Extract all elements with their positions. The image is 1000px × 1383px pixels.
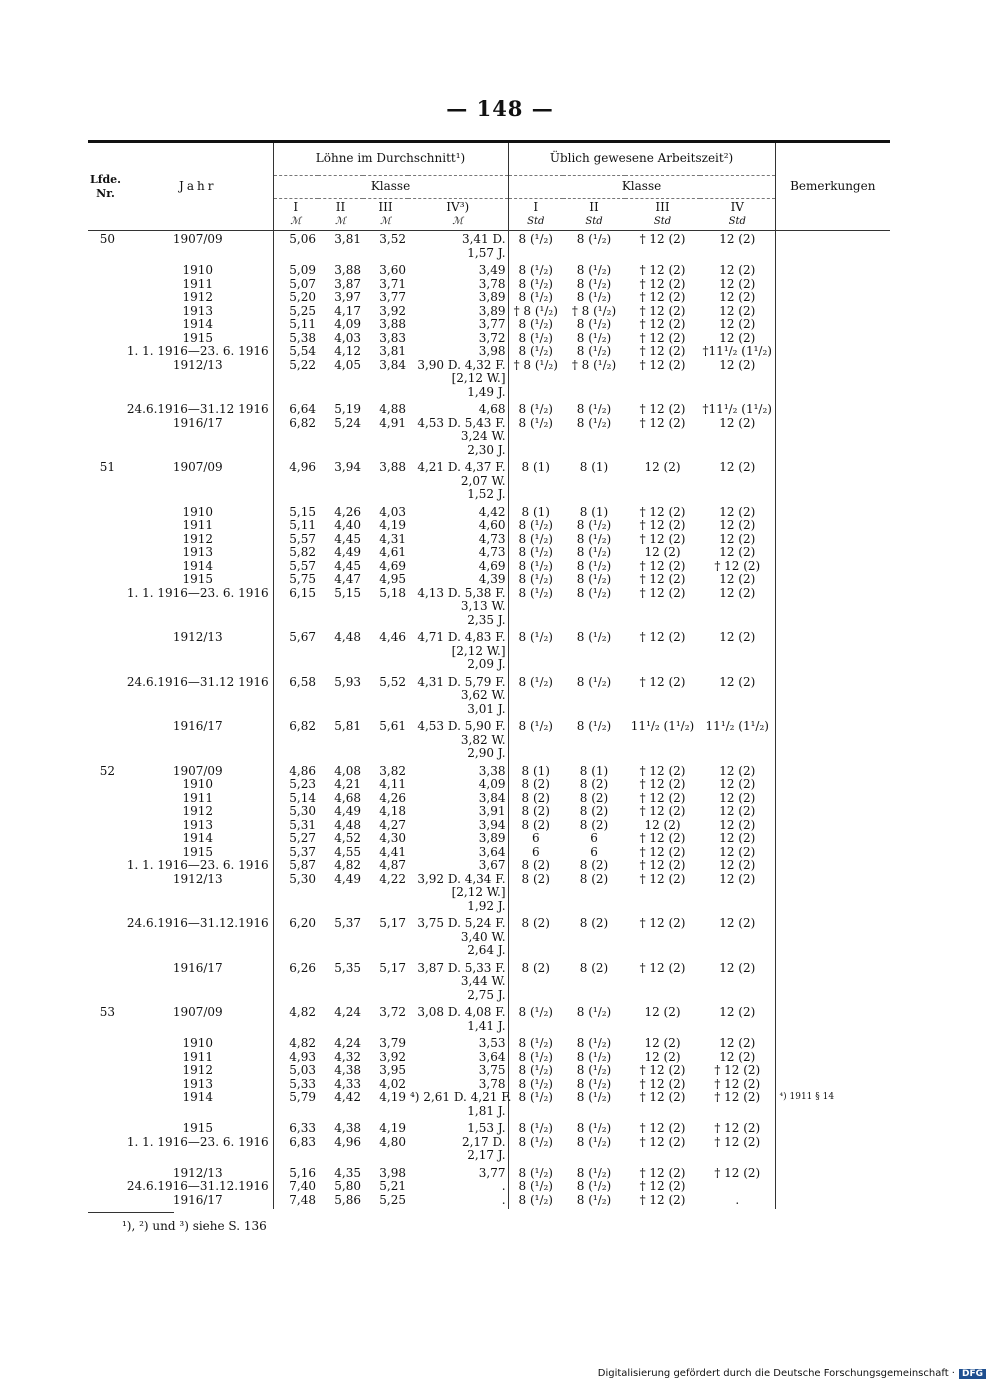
header-zeit-col (625, 199, 700, 231)
footnote-rule (88, 1212, 174, 1213)
cell-l2: 5,19 5,24 (334, 402, 361, 430)
cell-nr (88, 1165, 123, 1210)
cell-z2: 8 (¹/₂) (576, 630, 612, 644)
col-label: I (293, 200, 299, 214)
col-label: I (533, 200, 539, 214)
cell-l2: 4,08 4,21 4,68 4,49 4,48 4,52 4,55 4,82 4,49 (334, 763, 361, 886)
header-zeit-col (563, 199, 625, 231)
cell-l2: 4,26 4,40 4,45 4,49 4,45 4,47 5,15 (334, 504, 361, 600)
header-loehne-col (363, 199, 408, 231)
cell-nr (88, 629, 123, 674)
cell-l1: 4,82 (273, 1004, 318, 1035)
cell-l3: 5,61 (379, 719, 406, 733)
cell-z2: 8 (¹/₂) (576, 232, 612, 246)
col-unit: Std (527, 215, 545, 227)
cell-jahr: 24.6.1916—31.12 1916 (126, 674, 269, 689)
cell-z2: 8 (1) 8 (2) 8 (2) 8 (2) 8 (2) 6 6 8 (2) 8 (2) (579, 763, 609, 886)
cell-l1: 4,96 (273, 459, 318, 504)
cell-l3: 4,03 4,19 4,31 4,61 4,69 4,95 5,18 (379, 504, 406, 600)
cell-rem (775, 960, 890, 1005)
header-arbeitszeit: Üblich gewesene Arbeitszeit²) (508, 142, 775, 176)
cell-z2: 8 (¹/₂) (576, 719, 612, 733)
page-number: — 148 — (446, 96, 554, 121)
cell-l2: 4,38 4,96 (334, 1121, 361, 1149)
cell-nr: 50 (99, 232, 115, 246)
col-label: II (335, 200, 346, 214)
cell-l4: 3,75 D. 5,24 F. 3,40 W. 2,64 J. (417, 916, 506, 957)
cell-nr (88, 960, 123, 1005)
header-zeit-col (508, 199, 563, 231)
cell-z1: 8 (1) 8 (¹/₂) 8 (¹/₂) 8 (¹/₂) 8 (¹/₂) 8 (¹/₂) 8 (¹/₂) (508, 504, 563, 630)
cell-z1: 8 (¹/₂) (508, 231, 563, 263)
cell-rem (775, 231, 890, 263)
col-label: IV³) (446, 200, 470, 214)
table-row (88, 674, 890, 719)
cell-l3: 3,60 3,71 3,77 3,92 3,88 3,83 3,81 3,84 (379, 263, 406, 372)
col-unit: ℳ (335, 215, 346, 227)
cell-nr (88, 718, 123, 763)
cell-rem (775, 763, 890, 916)
cell-rem (775, 915, 890, 960)
cell-z4: 12 (2) 12 (2) † 12 (2) † 12 (2) † 12 (2) (714, 1036, 761, 1104)
cell-nr (88, 915, 123, 960)
cell-l3: 3,98 5,21 5,25 (379, 1165, 406, 1207)
cell-z3: † 12 (2) † 12 (2) † 12 (2) † 12 (2) 12 (2) † 12 (2) † 12 (2) † 12 (2) † 12 (2) (639, 763, 686, 886)
cell-jahr: 1907/09 (172, 460, 223, 474)
col-unit: ℳ (452, 215, 464, 227)
cell-l2: 5,81 (334, 719, 361, 733)
cell-rem: ⁴) 1911 § 14 (775, 1035, 890, 1120)
digitization-credit (598, 1368, 986, 1379)
cell-l2: 3,81 (334, 232, 361, 246)
cell-z3: 12 (2) 12 (2) † 12 (2) † 12 (2) † 12 (2) (639, 1036, 686, 1104)
cell-z2: 8 (¹/₂) 8 (¹/₂) 8 (¹/₂) 8 (¹/₂) 8 (¹/₂) (576, 1036, 612, 1104)
table-row (88, 459, 890, 504)
cell-z4: †11¹/₂ (1¹/₂) 12 (2) (702, 402, 772, 430)
cell-l4: 3,49 3,78 3,89 3,89 3,77 3,72 3,98 3,90 D. 4,32 F. [2,12 W.] 1,49 J. (417, 263, 506, 399)
cell-z4: 12 (2) 12 (2) 12 (2) 12 (2) 12 (2) 12 (2) †11¹/₂ (1¹/₂) 12 (2) (702, 263, 772, 372)
cell-z4: 12 (2) (719, 232, 756, 246)
cell-l2: 5,37 (334, 916, 361, 930)
cell-nr (88, 401, 123, 459)
col-unit: Std (728, 215, 746, 227)
cell-z3: † 12 (2) † 12 (2) (639, 402, 686, 430)
cell-l4: 1,53 J. 2,17 D. 2,17 J. (461, 1121, 506, 1162)
header-loehne-col (273, 199, 318, 231)
cell-z1: 8 (¹/₂) (508, 1004, 563, 1035)
table-row (88, 401, 890, 459)
cell-l4: 3,41 D. 1,57 J. (461, 232, 506, 260)
cell-l3: 3,72 (379, 1005, 406, 1019)
cell-z3: † 12 (2) (639, 916, 686, 930)
cell-z4: 12 (2) 12 (2) 12 (2) 12 (2) 12 (2) 12 (2) 12 (2) 12 (2) 12 (2) (719, 763, 756, 886)
cell-rem (775, 1165, 890, 1210)
cell-z1: 8 (¹/₂) 8 (¹/₂) 8 (¹/₂) (508, 1165, 563, 1210)
cell-l3: 5,17 (379, 960, 406, 975)
table-row (88, 1004, 890, 1035)
cell-z1: 8 (1) 8 (2) 8 (2) 8 (2) 8 (2) 6 6 8 (2) 8 (2) (508, 763, 563, 916)
cell-l1: 6,33 6,83 (273, 1120, 318, 1165)
cell-rem (775, 459, 890, 504)
col-unit: ℳ (290, 215, 302, 227)
cell-l3: 4,19 4,80 (379, 1121, 406, 1149)
cell-l1: 6,58 (273, 674, 318, 719)
cell-l2: 3,94 (334, 460, 361, 474)
header-lfd-nr: Lfde. Nr. (88, 142, 123, 231)
col-label: II (589, 200, 599, 214)
table-row (88, 504, 890, 630)
header-zeit-col (700, 199, 775, 231)
cell-nr (88, 1035, 123, 1120)
cell-l1: 4,86 5,23 5,14 5,30 5,31 5,27 5,37 5,87 5,30 (273, 763, 318, 916)
cell-l2: 4,24 4,32 4,38 4,33 4,42 (334, 1036, 361, 1104)
cell-z2: 8 (¹/₂) (576, 674, 612, 689)
cell-l3: 5,52 (379, 674, 406, 689)
cell-z1: 8 (¹/₂) 8 (¹/₂) 8 (¹/₂) 8 (¹/₂) 8 (¹/₂) (508, 1035, 563, 1120)
col-label: IV (730, 200, 744, 214)
cell-l4: 4,71 D. 4,83 F. [2,12 W.] 2,09 J. (417, 630, 506, 671)
cell-z4: 12 (2) (719, 1005, 756, 1019)
header-loehne-col (318, 199, 363, 231)
cell-nr (88, 674, 123, 719)
cell-l3: 4,46 (379, 630, 406, 644)
cell-l4: 3,87 D. 5,33 F. 3,44 W. 2,75 J. (417, 960, 506, 1002)
cell-z4: † 12 (2) . (714, 1165, 761, 1207)
cell-nr (88, 1120, 123, 1165)
cell-z4: 12 (2) (719, 674, 756, 689)
cell-z3: † 12 (2) (639, 960, 686, 975)
cell-l2: 4,24 (334, 1005, 361, 1019)
cell-jahr: 1916/17 (172, 960, 223, 975)
col-unit: Std (585, 215, 603, 227)
cell-z3: 12 (2) (644, 460, 681, 474)
cell-jahr: 1912/13 (172, 630, 223, 644)
cell-l4: 4,68 4,53 D. 5,43 F. 3,24 W. 2,30 J. (417, 402, 506, 457)
cell-nr: 51 (99, 460, 115, 474)
table-row (88, 1165, 890, 1210)
cell-z3: † 12 (2) † 12 (2) † 12 (2) 12 (2) † 12 (2) † 12 (2) † 12 (2) (639, 504, 686, 600)
cell-z2: 8 (1) 8 (¹/₂) 8 (¹/₂) 8 (¹/₂) 8 (¹/₂) 8 (¹/₂) 8 (¹/₂) (576, 504, 612, 600)
cell-rem (775, 1004, 890, 1035)
cell-l4: 3,77 . . (478, 1165, 506, 1207)
cell-l4: 4,21 D. 4,37 F. 2,07 W. 1,52 J. (417, 460, 506, 501)
cell-z2: 8 (¹/₂) (576, 1005, 612, 1019)
col-label: III (655, 200, 670, 214)
cell-rem (775, 401, 890, 459)
cell-z2: 8 (1) (579, 460, 609, 474)
cell-z3: 11¹/₂ (1¹/₂) (630, 719, 695, 733)
header-loehne-col (408, 199, 508, 231)
cell-jahr: 24.6.1916—31.12.1916 (126, 916, 269, 930)
cell-l2: 3,88 3,87 3,97 4,17 4,09 4,03 4,12 4,05 (334, 263, 361, 372)
cell-l1: 5,15 5,11 5,57 5,82 5,57 5,75 6,15 (273, 504, 318, 630)
dfg-logo: DFG (959, 1369, 986, 1379)
table-row (88, 960, 890, 1005)
table-row (88, 262, 890, 401)
cell-rem (775, 504, 890, 630)
cell-z1: 8 (¹/₂) (508, 674, 563, 719)
table-row (88, 1120, 890, 1165)
wage-table-container (88, 140, 890, 1209)
cell-l1: 6,26 (273, 960, 318, 1005)
cell-l1: 6,82 (273, 718, 318, 763)
cell-z2: 8 (2) (579, 960, 609, 975)
cell-jahr: 1907/09 (172, 1005, 223, 1019)
cell-l2: 4,48 (334, 630, 361, 644)
cell-rem (775, 1120, 890, 1165)
cell-rem (775, 262, 890, 401)
table-row (88, 629, 890, 674)
cell-l1: 5,67 (273, 629, 318, 674)
cell-nr: 53 (99, 1005, 115, 1019)
cell-z3: 12 (2) (644, 1005, 681, 1019)
cell-z3: † 12 (2) † 12 (2) † 12 (2) (639, 1165, 686, 1207)
table-row (88, 915, 890, 960)
cell-l4: 3,38 4,09 3,84 3,91 3,94 3,89 3,64 3,67 3,92 D. 4,34 F. [2,12 W.] 1,92 J. (417, 763, 506, 913)
cell-jahr: 1907/09 (172, 232, 223, 246)
cell-rem (775, 718, 890, 763)
cell-rem (775, 674, 890, 719)
cell-l2: 4,35 5,80 5,86 (334, 1165, 361, 1207)
credit-text: Digitalisierung gefördert durch die Deutsche Forschungsgemeinschaft · (597, 1368, 955, 1379)
cell-z2: 8 (¹/₂) 8 (¹/₂) (576, 402, 612, 430)
cell-l1: 4,82 4,93 5,03 5,33 5,79 (273, 1035, 318, 1120)
cell-l2: 5,93 (334, 674, 361, 689)
cell-l4: 3,53 3,64 3,75 3,78 ⁴) 2,61 D. 4,21 F. 1,81 J. (410, 1036, 512, 1118)
cell-jahr: 1910 1911 1912 1913 1914 1915 1. 1. 1916—23. 6. 1916 1912/13 (126, 263, 269, 372)
col-unit: Std (653, 215, 672, 227)
cell-rem (775, 629, 890, 674)
table-row (88, 1035, 890, 1120)
cell-l3: 5,17 (379, 916, 406, 930)
col-unit: ℳ (380, 215, 391, 227)
cell-z3: † 12 (2) (639, 630, 686, 644)
header-jahr: Jahr (123, 142, 273, 231)
cell-l3: 3,79 3,92 3,95 4,02 4,19 (379, 1036, 406, 1104)
cell-l4: 3,08 D. 4,08 F. 1,41 J. (417, 1005, 506, 1033)
table-body (88, 231, 890, 1210)
cell-z2: 8 (2) (579, 916, 609, 930)
cell-z1: 8 (¹/₂) 8 (¹/₂) (508, 401, 563, 459)
cell-z4: 12 (2) (719, 630, 756, 644)
cell-z2: 8 (¹/₂) 8 (¹/₂) 8 (¹/₂) † 8 (¹/₂) 8 (¹/₂) 8 (¹/₂) 8 (¹/₂) † 8 (¹/₂) (571, 263, 617, 372)
cell-z4: 12 (2) (719, 960, 756, 975)
header-klasse-loehne: Klasse (273, 176, 508, 199)
cell-z4: † 12 (2) † 12 (2) (714, 1121, 761, 1149)
cell-z1: 8 (2) (508, 915, 563, 960)
cell-l3: 3,82 4,11 4,26 4,18 4,27 4,30 4,41 4,87 4,22 (379, 763, 406, 886)
cell-jahr: 1910 1911 1912 1913 1914 1915 1. 1. 1916—23. 6. 1916 (126, 504, 269, 600)
cell-z1: 8 (¹/₂) 8 (¹/₂) 8 (¹/₂) † 8 (¹/₂) 8 (¹/₂) 8 (¹/₂) 8 (¹/₂) † 8 (¹/₂) (508, 262, 563, 401)
cell-l1: 6,64 6,82 (273, 401, 318, 459)
cell-z4: 12 (2) (719, 916, 756, 930)
cell-z3: † 12 (2) † 12 (2) (639, 1121, 686, 1149)
cell-z3: † 12 (2) (639, 674, 686, 689)
table-row (88, 231, 890, 263)
table-row (88, 763, 890, 916)
cell-l4: 4,53 D. 5,90 F. 3,82 W. 2,90 J. (417, 719, 506, 760)
cell-l4: 4,42 4,60 4,73 4,73 4,69 4,39 4,13 D. 5,38 F. 3,13 W. 2,35 J. (417, 504, 506, 627)
cell-jahr: 1907/09 1910 1911 1912 1913 1914 1915 1. 1. 1916—23. 6. 1916 1912/13 (126, 763, 269, 886)
footnote: ¹), ²) und ³) siehe S. 136 (122, 1219, 267, 1233)
cell-jahr: 1910 1911 1912 1913 1914 (182, 1036, 214, 1104)
header-klasse-zeit: Klasse (508, 176, 775, 199)
header-bemerkungen: Bemerkungen (775, 142, 890, 231)
header-loehne: Löhne im Durchschnitt¹) (273, 142, 508, 176)
cell-z1: 8 (1) (508, 459, 563, 504)
cell-z1: 8 (¹/₂) (508, 718, 563, 763)
cell-jahr: 1912/13 24.6.1916—31.12.1916 1916/17 (126, 1165, 269, 1207)
cell-l3: 4,88 4,91 (379, 402, 406, 430)
cell-z3: † 12 (2) † 12 (2) † 12 (2) † 12 (2) † 12 (2) † 12 (2) † 12 (2) † 12 (2) (639, 263, 686, 372)
cell-l3: 3,52 (379, 232, 406, 246)
cell-z1: 8 (¹/₂) (508, 629, 563, 674)
cell-l1: 6,20 (273, 915, 318, 960)
cell-z4: 12 (2) 12 (2) 12 (2) 12 (2) † 12 (2) 12 (2) 12 (2) (714, 504, 761, 600)
cell-l1: 5,06 (273, 231, 318, 263)
cell-z1: 8 (¹/₂) 8 (¹/₂) (508, 1120, 563, 1165)
col-label: III (378, 200, 393, 214)
cell-z3: † 12 (2) (639, 232, 686, 246)
cell-z1: 8 (2) (508, 960, 563, 1005)
cell-nr (88, 504, 123, 630)
cell-l3: 3,88 (379, 460, 406, 474)
cell-nr: 52 (99, 763, 115, 778)
wage-table (88, 140, 890, 1209)
cell-jahr: 24.6.1916—31.12 1916 1916/17 (126, 402, 269, 430)
table-row (88, 718, 890, 763)
cell-l1: 5,16 7,40 7,48 (273, 1165, 318, 1210)
cell-l2: 5,35 (334, 960, 361, 975)
cell-z4: 11¹/₂ (1¹/₂) (705, 719, 769, 733)
cell-nr (88, 262, 123, 401)
cell-z2: 8 (¹/₂) 8 (¹/₂) 8 (¹/₂) (576, 1165, 612, 1207)
cell-jahr: 1915 1. 1. 1916—23. 6. 1916 (126, 1121, 269, 1149)
cell-jahr: 1916/17 (172, 719, 223, 733)
cell-l4: 4,31 D. 5,79 F. 3,62 W. 3,01 J. (417, 674, 506, 716)
cell-z2: 8 (¹/₂) 8 (¹/₂) (576, 1121, 612, 1149)
cell-z4: 12 (2) (719, 460, 756, 474)
cell-l1: 5,09 5,07 5,20 5,25 5,11 5,38 5,54 5,22 (273, 262, 318, 401)
